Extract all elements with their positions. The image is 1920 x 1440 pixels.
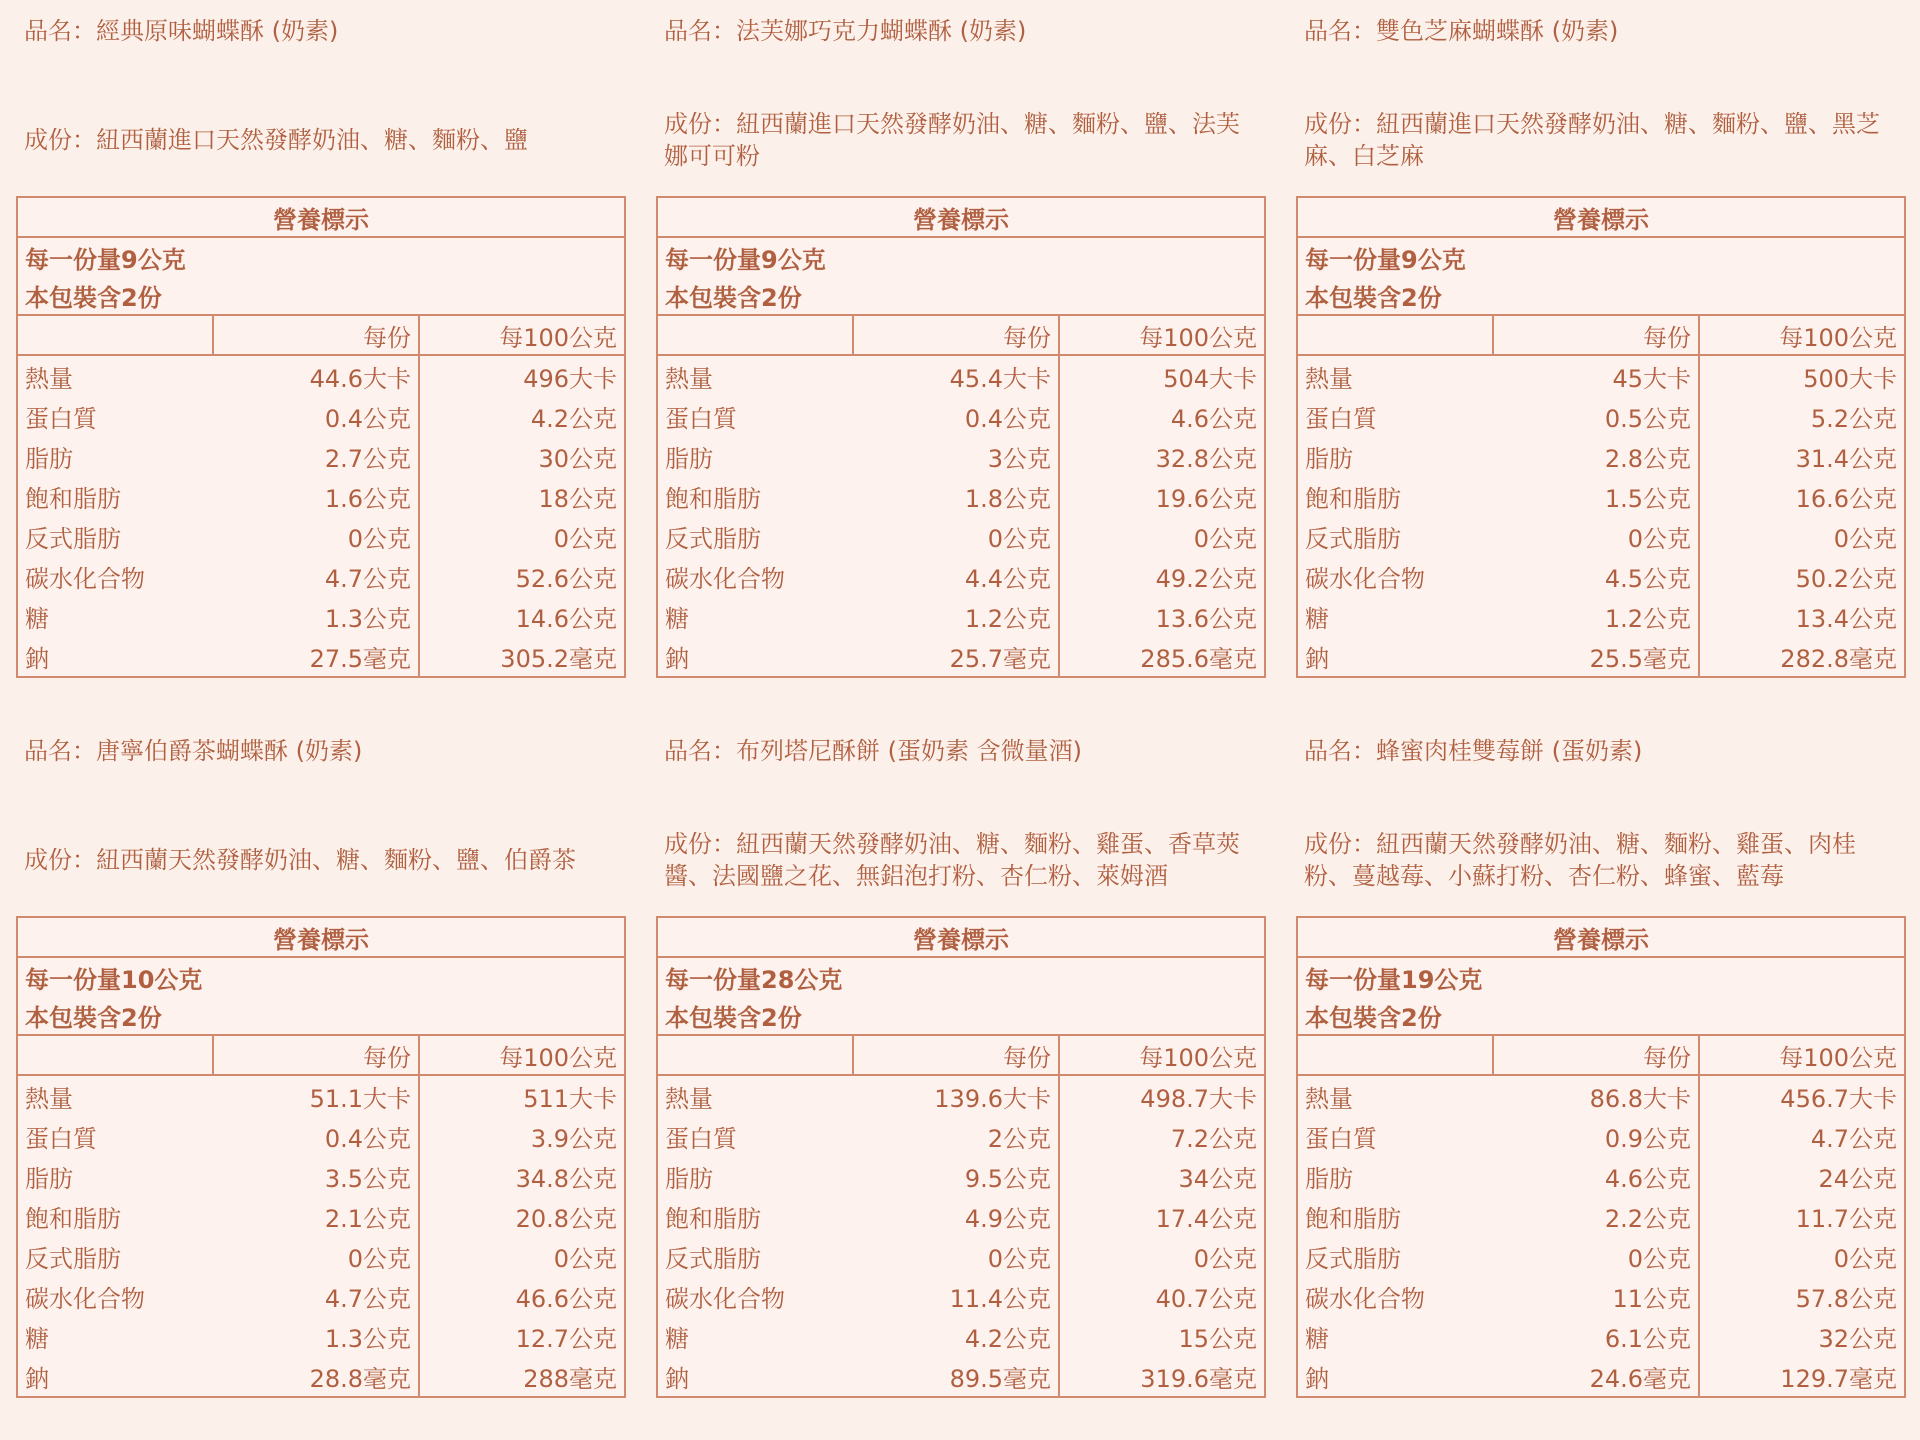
per-100g-value: 34.8公克	[419, 1156, 625, 1196]
table-row	[17, 1236, 625, 1276]
per-100g-value: 0公克	[419, 516, 625, 556]
nutrient-label: 飽和脂肪	[657, 476, 853, 516]
product-name	[24, 14, 338, 48]
per-serving-value: 0公克	[853, 1236, 1059, 1276]
table-row	[657, 436, 1265, 476]
col-per-serving-header: 每份	[1493, 315, 1699, 355]
per-serving-value: 1.2公克	[1493, 596, 1699, 636]
per-serving-value: 4.2公克	[853, 1316, 1059, 1356]
nutrient-label: 飽和脂肪	[1297, 1196, 1493, 1236]
serving-size: 每一份量9公克	[1297, 237, 1905, 276]
nutrient-label: 熱量	[1297, 1075, 1493, 1116]
table-row	[1297, 1075, 1905, 1116]
table-row	[657, 396, 1265, 436]
ingredients-prefix: 成份：	[664, 110, 736, 138]
nutrient-label: 鈉	[1297, 1356, 1493, 1397]
per-100g-value: 34公克	[1059, 1156, 1265, 1196]
per-serving-value: 44.6大卡	[213, 355, 419, 396]
per-100g-value: 24公克	[1699, 1156, 1905, 1196]
col-per-serving-header: 每份	[853, 1035, 1059, 1075]
per-serving-value: 51.1大卡	[213, 1075, 419, 1116]
per-serving-value: 4.7公克	[213, 1276, 419, 1316]
product-name	[664, 14, 1026, 48]
per-serving-value: 0公克	[1493, 1236, 1699, 1276]
per-100g-value: 288毫克	[419, 1356, 625, 1397]
per-serving-value: 11公克	[1493, 1276, 1699, 1316]
col-per-100g-header: 每100公克	[1059, 315, 1265, 355]
table-row	[657, 1276, 1265, 1316]
servings-per-pack: 本包裝含2份	[1297, 276, 1905, 315]
col-per-100g-header: 每100公克	[1699, 1035, 1905, 1075]
table-row	[17, 1196, 625, 1236]
per-serving-value: 2.7公克	[213, 436, 419, 476]
per-serving-value: 9.5公克	[853, 1156, 1059, 1196]
servings-per-pack: 本包裝含2份	[17, 276, 625, 315]
nutrient-label: 反式脂肪	[657, 516, 853, 556]
product-name-value: 經典原味蝴蝶酥 (奶素)	[96, 17, 339, 45]
per-serving-value: 28.8毫克	[213, 1356, 419, 1397]
per-100g-value: 14.6公克	[419, 596, 625, 636]
per-100g-value: 511大卡	[419, 1075, 625, 1116]
per-100g-value: 282.8毫克	[1699, 636, 1905, 677]
per-serving-value: 0公克	[213, 1236, 419, 1276]
table-row	[17, 1075, 625, 1116]
nutrient-label: 反式脂肪	[657, 1236, 853, 1276]
per-serving-value: 4.5公克	[1493, 556, 1699, 596]
nutrient-label: 蛋白質	[657, 396, 853, 436]
per-serving-value: 1.3公克	[213, 1316, 419, 1356]
table-row	[1297, 1236, 1905, 1276]
per-serving-value: 45.4大卡	[853, 355, 1059, 396]
product-name	[664, 734, 1082, 768]
header-blank	[657, 1035, 853, 1075]
per-serving-value: 2.1公克	[213, 1196, 419, 1236]
ingredients-prefix: 成份：	[24, 846, 96, 874]
nutrient-label: 反式脂肪	[1297, 516, 1493, 556]
per-serving-value: 1.8公克	[853, 476, 1059, 516]
nutrient-label: 脂肪	[1297, 436, 1493, 476]
nutrient-label: 碳水化合物	[1297, 1276, 1493, 1316]
per-100g-value: 57.8公克	[1699, 1276, 1905, 1316]
nutrient-label: 熱量	[1297, 355, 1493, 396]
table-row	[1297, 1276, 1905, 1316]
table-row	[1297, 1356, 1905, 1397]
table-row	[657, 556, 1265, 596]
per-100g-value: 46.6公克	[419, 1276, 625, 1316]
nutrient-label: 反式脂肪	[17, 516, 213, 556]
ingredients	[24, 812, 614, 908]
table-row	[657, 1236, 1265, 1276]
nutrient-label: 脂肪	[1297, 1156, 1493, 1196]
per-serving-value: 1.2公克	[853, 596, 1059, 636]
per-100g-value: 20.8公克	[419, 1196, 625, 1236]
ingredients-text	[664, 108, 1254, 172]
serving-size: 每一份量10公克	[17, 957, 625, 996]
nutrient-label: 糖	[1297, 596, 1493, 636]
per-serving-value: 0.4公克	[853, 396, 1059, 436]
table-row	[17, 1316, 625, 1356]
per-serving-value: 4.7公克	[213, 556, 419, 596]
table-row	[1297, 1156, 1905, 1196]
table-row	[657, 1075, 1265, 1116]
table-row	[17, 355, 625, 396]
per-100g-value: 129.7毫克	[1699, 1356, 1905, 1397]
nutrient-label: 飽和脂肪	[657, 1196, 853, 1236]
per-serving-value: 3.5公克	[213, 1156, 419, 1196]
nutrient-label: 脂肪	[17, 1156, 213, 1196]
product-name	[1304, 734, 1642, 768]
per-100g-value: 0公克	[419, 1236, 625, 1276]
nutrient-label: 糖	[1297, 1316, 1493, 1356]
per-100g-value: 3.9公克	[419, 1116, 625, 1156]
name-prefix: 品名：	[24, 737, 96, 765]
per-serving-value: 0公克	[213, 516, 419, 556]
table-row	[657, 476, 1265, 516]
col-per-100g-header: 每100公克	[419, 1035, 625, 1075]
per-100g-value: 0公克	[1699, 1236, 1905, 1276]
table-row	[17, 436, 625, 476]
nutrient-label: 蛋白質	[657, 1116, 853, 1156]
table-title: 營養標示	[1297, 917, 1905, 957]
product-name-value: 唐寧伯爵茶蝴蝶酥 (奶素)	[96, 737, 363, 765]
per-serving-value: 4.4公克	[853, 556, 1059, 596]
nutrient-label: 碳水化合物	[17, 1276, 213, 1316]
table-row	[657, 636, 1265, 677]
per-serving-value: 3公克	[853, 436, 1059, 476]
ingredients-value: 紐西蘭天然發酵奶油、糖、麵粉、鹽、伯爵茶	[96, 846, 576, 874]
table-row	[1297, 556, 1905, 596]
nutrition-table	[656, 916, 1266, 1398]
nutrition-table	[16, 916, 626, 1398]
nutrient-label: 熱量	[17, 355, 213, 396]
per-serving-value: 0公克	[853, 516, 1059, 556]
per-100g-value: 13.4公克	[1699, 596, 1905, 636]
per-serving-value: 89.5毫克	[853, 1356, 1059, 1397]
nutrient-label: 鈉	[657, 1356, 853, 1397]
per-100g-value: 504大卡	[1059, 355, 1265, 396]
per-serving-value: 1.5公克	[1493, 476, 1699, 516]
ingredients-prefix: 成份：	[1304, 110, 1376, 138]
product-name-value: 布列塔尼酥餅 (蛋奶素 含微量酒)	[736, 737, 1082, 765]
table-row	[1297, 596, 1905, 636]
table-row	[17, 1156, 625, 1196]
product-name-value: 雙色芝麻蝴蝶酥 (奶素)	[1376, 17, 1619, 45]
per-100g-value: 4.7公克	[1699, 1116, 1905, 1156]
table-row	[17, 476, 625, 516]
table-row	[657, 1156, 1265, 1196]
col-per-serving-header: 每份	[853, 315, 1059, 355]
table-row	[1297, 396, 1905, 436]
ingredients	[1304, 812, 1894, 908]
per-100g-value: 4.6公克	[1059, 396, 1265, 436]
serving-size: 每一份量28公克	[657, 957, 1265, 996]
nutrient-label: 糖	[657, 1316, 853, 1356]
table-row	[657, 1316, 1265, 1356]
per-serving-value: 2.8公克	[1493, 436, 1699, 476]
table-row	[17, 516, 625, 556]
per-serving-value: 11.4公克	[853, 1276, 1059, 1316]
name-prefix: 品名：	[664, 17, 736, 45]
table-title: 營養標示	[657, 917, 1265, 957]
table-row	[17, 1116, 625, 1156]
nutrition-table	[16, 196, 626, 678]
per-100g-value: 319.6毫克	[1059, 1356, 1265, 1397]
nutrition-table	[1296, 196, 1906, 678]
ingredients	[664, 92, 1254, 188]
table-row	[657, 1356, 1265, 1397]
nutrition-table	[656, 196, 1266, 678]
per-100g-value: 12.7公克	[419, 1316, 625, 1356]
nutrient-label: 鈉	[17, 1356, 213, 1397]
ingredients	[664, 812, 1254, 908]
nutrient-label: 熱量	[17, 1075, 213, 1116]
per-100g-value: 49.2公克	[1059, 556, 1265, 596]
table-row	[17, 556, 625, 596]
nutrient-label: 碳水化合物	[657, 1276, 853, 1316]
product-name	[24, 734, 362, 768]
per-100g-value: 500大卡	[1699, 355, 1905, 396]
serving-size: 每一份量9公克	[17, 237, 625, 276]
ingredients-text	[664, 828, 1254, 892]
per-serving-value: 0.4公克	[213, 396, 419, 436]
table-row	[17, 1356, 625, 1397]
name-prefix: 品名：	[664, 737, 736, 765]
per-100g-value: 0公克	[1059, 516, 1265, 556]
per-serving-value: 0.4公克	[213, 1116, 419, 1156]
nutrient-label: 熱量	[657, 355, 853, 396]
per-100g-value: 19.6公克	[1059, 476, 1265, 516]
per-100g-value: 305.2毫克	[419, 636, 625, 677]
per-serving-value: 45大卡	[1493, 355, 1699, 396]
col-per-100g-header: 每100公克	[1059, 1035, 1265, 1075]
table-title: 營養標示	[17, 917, 625, 957]
per-100g-value: 11.7公克	[1699, 1196, 1905, 1236]
nutrient-label: 飽和脂肪	[17, 1196, 213, 1236]
product-name-value: 法芙娜巧克力蝴蝶酥 (奶素)	[736, 17, 1027, 45]
per-serving-value: 1.3公克	[213, 596, 419, 636]
per-100g-value: 0公克	[1699, 516, 1905, 556]
name-prefix: 品名：	[24, 17, 96, 45]
servings-per-pack: 本包裝含2份	[1297, 996, 1905, 1035]
per-serving-value: 4.9公克	[853, 1196, 1059, 1236]
servings-per-pack: 本包裝含2份	[657, 996, 1265, 1035]
ingredients-prefix: 成份：	[664, 830, 736, 858]
table-row	[657, 355, 1265, 396]
ingredients-text	[1304, 828, 1894, 892]
per-serving-value: 25.7毫克	[853, 636, 1059, 677]
serving-size: 每一份量19公克	[1297, 957, 1905, 996]
per-100g-value: 52.6公克	[419, 556, 625, 596]
table-row	[17, 396, 625, 436]
nutrient-label: 反式脂肪	[1297, 1236, 1493, 1276]
nutrient-label: 熱量	[657, 1075, 853, 1116]
nutrient-label: 反式脂肪	[17, 1236, 213, 1276]
nutrient-label: 脂肪	[657, 1156, 853, 1196]
per-serving-value: 0公克	[1493, 516, 1699, 556]
nutrient-label: 鈉	[657, 636, 853, 677]
per-100g-value: 0公克	[1059, 1236, 1265, 1276]
nutrition-table	[1296, 916, 1906, 1398]
table-row	[657, 1116, 1265, 1156]
nutrient-label: 脂肪	[657, 436, 853, 476]
col-per-serving-header: 每份	[1493, 1035, 1699, 1075]
per-100g-value: 5.2公克	[1699, 396, 1905, 436]
ingredients-text	[24, 844, 576, 876]
per-100g-value: 285.6毫克	[1059, 636, 1265, 677]
per-100g-value: 18公克	[419, 476, 625, 516]
per-serving-value: 25.5毫克	[1493, 636, 1699, 677]
table-title: 營養標示	[657, 197, 1265, 237]
per-100g-value: 40.7公克	[1059, 1276, 1265, 1316]
table-title: 營養標示	[1297, 197, 1905, 237]
col-per-100g-header: 每100公克	[419, 315, 625, 355]
per-100g-value: 498.7大卡	[1059, 1075, 1265, 1116]
table-row	[1297, 516, 1905, 556]
nutrient-label: 碳水化合物	[657, 556, 853, 596]
nutrient-label: 飽和脂肪	[17, 476, 213, 516]
per-serving-value: 4.6公克	[1493, 1156, 1699, 1196]
ingredients-value: 紐西蘭進口天然發酵奶油、糖、麵粉、鹽、黑芝麻、白芝麻	[1304, 110, 1880, 170]
table-row	[1297, 476, 1905, 516]
table-row	[1297, 1196, 1905, 1236]
per-100g-value: 32公克	[1699, 1316, 1905, 1356]
per-100g-value: 16.6公克	[1699, 476, 1905, 516]
nutrient-label: 飽和脂肪	[1297, 476, 1493, 516]
table-row	[1297, 1116, 1905, 1156]
table-row	[1297, 1316, 1905, 1356]
nutrient-label: 糖	[17, 1316, 213, 1356]
per-100g-value: 13.6公克	[1059, 596, 1265, 636]
per-100g-value: 17.4公克	[1059, 1196, 1265, 1236]
serving-size: 每一份量9公克	[657, 237, 1265, 276]
per-serving-value: 1.6公克	[213, 476, 419, 516]
nutrient-label: 脂肪	[17, 436, 213, 476]
header-blank	[17, 315, 213, 355]
per-100g-value: 50.2公克	[1699, 556, 1905, 596]
per-100g-value: 456.7大卡	[1699, 1075, 1905, 1116]
nutrient-label: 鈉	[1297, 636, 1493, 677]
per-serving-value: 0.9公克	[1493, 1116, 1699, 1156]
header-blank	[1297, 1035, 1493, 1075]
nutrient-label: 碳水化合物	[17, 556, 213, 596]
per-serving-value: 0.5公克	[1493, 396, 1699, 436]
col-per-100g-header: 每100公克	[1699, 315, 1905, 355]
nutrient-label: 蛋白質	[17, 1116, 213, 1156]
ingredients	[1304, 92, 1894, 188]
name-prefix: 品名：	[1304, 737, 1376, 765]
nutrient-label: 鈉	[17, 636, 213, 677]
product-name	[1304, 14, 1618, 48]
nutrient-label: 糖	[657, 596, 853, 636]
table-row	[657, 596, 1265, 636]
product-name-value: 蜂蜜肉桂雙莓餅 (蛋奶素)	[1376, 737, 1643, 765]
header-blank	[657, 315, 853, 355]
table-row	[17, 596, 625, 636]
servings-per-pack: 本包裝含2份	[657, 276, 1265, 315]
table-row	[17, 1276, 625, 1316]
table-row	[1297, 436, 1905, 476]
per-100g-value: 4.2公克	[419, 396, 625, 436]
per-serving-value: 2.2公克	[1493, 1196, 1699, 1236]
col-per-serving-header: 每份	[213, 315, 419, 355]
per-100g-value: 30公克	[419, 436, 625, 476]
ingredients-value: 紐西蘭進口天然發酵奶油、糖、麵粉、鹽	[96, 126, 528, 154]
name-prefix: 品名：	[1304, 17, 1376, 45]
ingredients	[24, 92, 614, 188]
nutrient-label: 碳水化合物	[1297, 556, 1493, 596]
per-serving-value: 2公克	[853, 1116, 1059, 1156]
per-100g-value: 32.8公克	[1059, 436, 1265, 476]
ingredients-prefix: 成份：	[24, 126, 96, 154]
table-title: 營養標示	[17, 197, 625, 237]
per-100g-value: 7.2公克	[1059, 1116, 1265, 1156]
table-row	[17, 636, 625, 677]
ingredients-value: 紐西蘭進口天然發酵奶油、糖、麵粉、鹽、法芙娜可可粉	[664, 110, 1240, 170]
nutrient-label: 蛋白質	[1297, 396, 1493, 436]
per-serving-value: 86.8大卡	[1493, 1075, 1699, 1116]
table-row	[1297, 355, 1905, 396]
header-blank	[1297, 315, 1493, 355]
per-serving-value: 6.1公克	[1493, 1316, 1699, 1356]
ingredients-text	[24, 124, 528, 156]
per-serving-value: 27.5毫克	[213, 636, 419, 677]
per-serving-value: 139.6大卡	[853, 1075, 1059, 1116]
table-row	[657, 516, 1265, 556]
ingredients-prefix: 成份：	[1304, 830, 1376, 858]
per-100g-value: 31.4公克	[1699, 436, 1905, 476]
per-serving-value: 24.6毫克	[1493, 1356, 1699, 1397]
table-row	[1297, 636, 1905, 677]
servings-per-pack: 本包裝含2份	[17, 996, 625, 1035]
header-blank	[17, 1035, 213, 1075]
nutrient-label: 糖	[17, 596, 213, 636]
ingredients-text	[1304, 108, 1894, 172]
nutrient-label: 蛋白質	[17, 396, 213, 436]
per-100g-value: 496大卡	[419, 355, 625, 396]
col-per-serving-header: 每份	[213, 1035, 419, 1075]
table-row	[657, 1196, 1265, 1236]
ingredients-value: 紐西蘭天然發酵奶油、糖、麵粉、雞蛋、肉桂粉、蔓越莓、小蘇打粉、杏仁粉、蜂蜜、藍莓	[1304, 830, 1856, 890]
nutrient-label: 蛋白質	[1297, 1116, 1493, 1156]
per-100g-value: 15公克	[1059, 1316, 1265, 1356]
ingredients-value: 紐西蘭天然發酵奶油、糖、麵粉、雞蛋、香草莢醬、法國鹽之花、無鋁泡打粉、杏仁粉、萊姆酒	[664, 830, 1240, 890]
